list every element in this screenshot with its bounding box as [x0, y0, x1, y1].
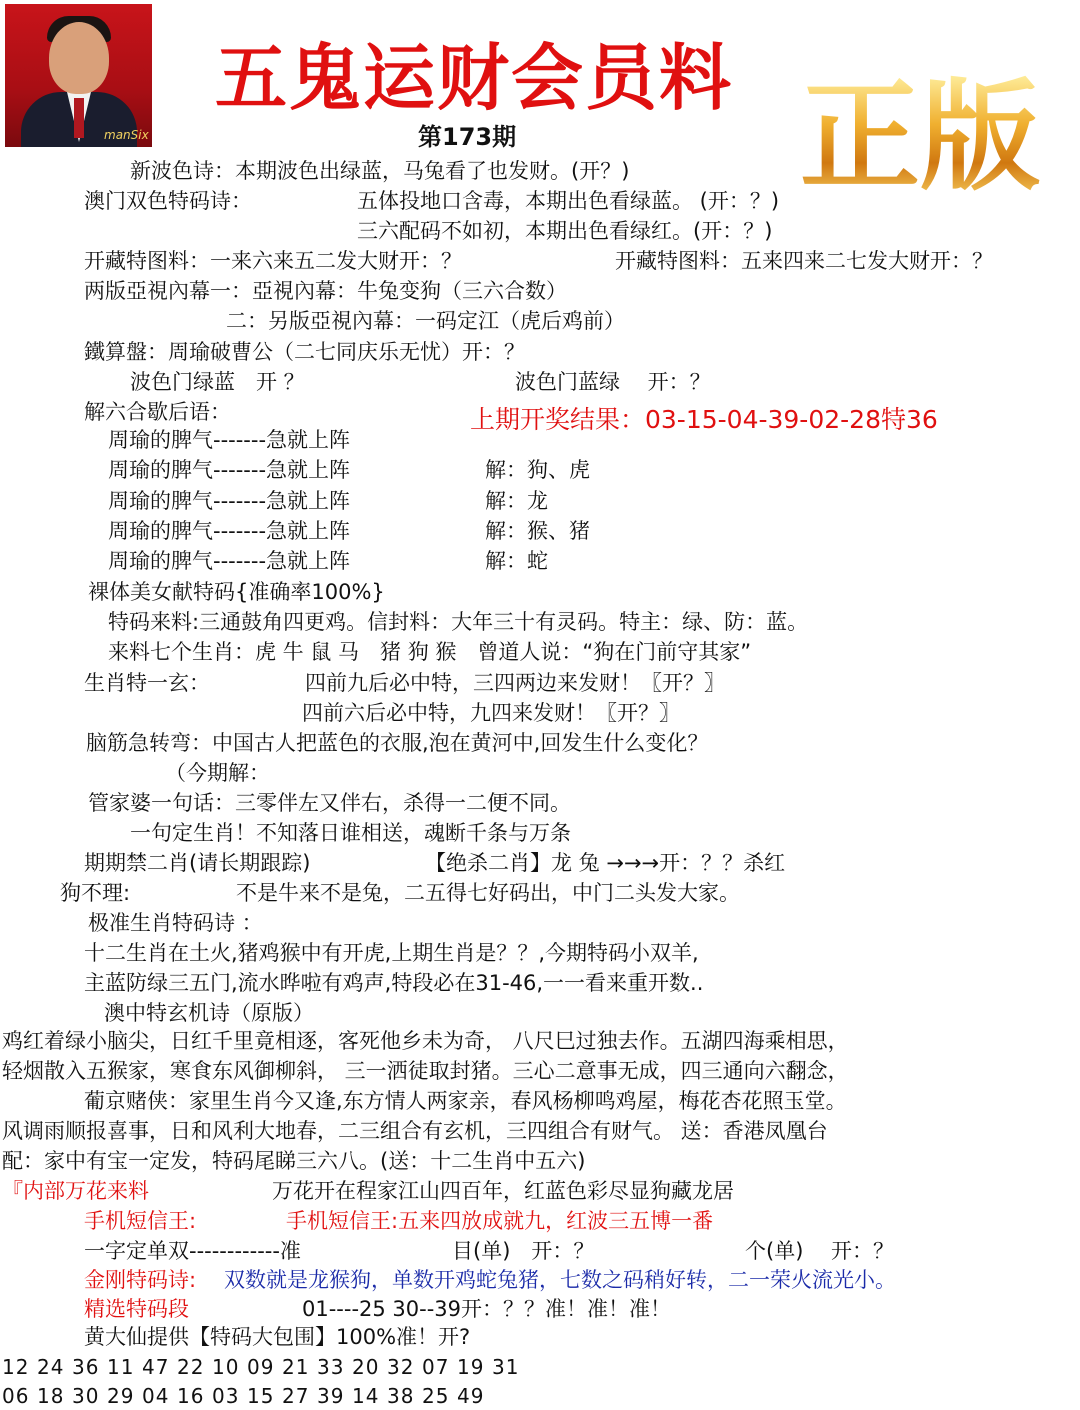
- riddle-answer: 解：蛇: [485, 549, 548, 573]
- odd-even-tens: 目(单) 开：？: [452, 1239, 595, 1263]
- number-cell: 04: [142, 1384, 170, 1408]
- number-cell: 15: [247, 1384, 275, 1408]
- portrait-signature: manSix: [104, 128, 149, 142]
- number-cell: 24: [37, 1355, 65, 1379]
- seven-zodiacs: 来料七个生肖：虎 牛 鼠 马 猪 狗 猴 曾道人说：“狗在门前守其家”: [108, 640, 752, 664]
- riddle-line: 周瑜的脾气-------急就上阵: [108, 549, 351, 573]
- number-cell: 06: [2, 1384, 30, 1408]
- number-cell: 22: [177, 1355, 205, 1379]
- issue-number: 第173期: [418, 123, 517, 151]
- macau-color-poem-1: 五体投地口含毒，本期出色看绿蓝。 (开：？): [357, 189, 780, 213]
- selected-range-label: 精选特码段: [84, 1297, 189, 1321]
- zodiac-mystery-1: 四前九后必中特，三四两边来发财！〖开？〗: [305, 671, 725, 695]
- portrait-image: [5, 4, 152, 147]
- huang-daxian-offer: 黄大仙提供【特码大包围】100%准！开?: [84, 1325, 471, 1349]
- number-cell: 38: [387, 1384, 415, 1408]
- number-cell: 25: [422, 1384, 450, 1408]
- riddle-answer: 解：狗、虎: [485, 458, 590, 482]
- king-kong-poem: 双数就是龙猴狗，单数开鸡蛇兔猪，七数之码稍好转，二一荣火流光小。: [224, 1268, 896, 1292]
- riddle-heading: 解六合歇后语：: [84, 400, 231, 424]
- riddle-line: 周瑜的脾气-------急就上阵: [108, 519, 351, 543]
- number-cell: 21: [282, 1355, 310, 1379]
- atv-inside-1: 两版亞視內幕一：亞視內幕：牛兔变狗（三六合数）: [84, 279, 567, 303]
- number-cell: 20: [352, 1355, 380, 1379]
- riddle-line: 周瑜的脾气-------急就上阵: [108, 458, 351, 482]
- iron-abacus: 鐵算盤：周瑜破曹公（二七同庆乐无忧）开：？: [84, 340, 525, 364]
- macau-color-label: 澳门双色特码诗：: [84, 189, 252, 213]
- sms-king-label: 手机短信王:: [84, 1209, 197, 1233]
- mystery-poem-2: 轻烟散入五猴家，寒食东风御柳斜， 三一洒徒取封猪。三心二意事无成，四三通向六翻念，: [2, 1059, 849, 1083]
- number-cell: 19: [457, 1355, 485, 1379]
- number-row-2: [2, 1383, 492, 1409]
- mystery-poem-3: 风调雨顺报喜事，日和风利大地春，二三组合有玄机，三四组合有财气。 送：香港凤凰台: [2, 1119, 828, 1143]
- number-cell: 31: [492, 1355, 520, 1379]
- riddle-line: 周瑜的脾气-------急就上阵: [108, 489, 351, 513]
- mystery-poem-1: 鸡红着绿小脑尖，日红千里竟相逐，客死他乡未为奇， 八尺巳过独去作。五湖四海乘相思，: [2, 1029, 849, 1053]
- zodiac-mystery-label: 生肖特一玄：: [84, 671, 210, 695]
- number-cell: 33: [317, 1355, 345, 1379]
- number-cell: 36: [72, 1355, 100, 1379]
- king-kong-label: 金刚特码诗:: [84, 1268, 197, 1292]
- kaizang-tip-2: 开藏特图料：五来四来二七发大财开：？: [615, 249, 993, 273]
- selected-range-value: 01----25 30--39开：？？准！准！准！: [302, 1297, 672, 1321]
- number-cell: 16: [177, 1384, 205, 1408]
- wanhua-label: 『内部万花来料: [2, 1179, 149, 1203]
- number-cell: 10: [212, 1355, 240, 1379]
- accurate-poem-1: 十二生肖在土火,猪鸡猴中有开虎,上期生肖是？？,今期特码小双羊,: [84, 941, 699, 965]
- mystery-poem-4: 配：家中有宝一定发，特码尾睇三六八。(送：十二生肖中五六): [2, 1149, 586, 1173]
- brain-teaser-answer: （今期解：: [165, 761, 270, 785]
- number-cell: 27: [282, 1384, 310, 1408]
- special-code-source: 特码来料:三通鼓角四更鸡。信封料：大年三十有灵码。特主：绿、防：蓝。: [108, 610, 809, 634]
- riddle-line: 周瑜的脾气-------急就上阵: [108, 428, 351, 452]
- number-cell: 03: [212, 1384, 240, 1408]
- number-cell: 32: [387, 1355, 415, 1379]
- riddle-answer: 解：猴、猪: [485, 519, 590, 543]
- accurate-poem-heading: 极准生肖特码诗 ：: [88, 911, 263, 935]
- wave-door-2: 波色门蓝绿 开：？: [515, 370, 711, 394]
- number-cell: 09: [247, 1355, 275, 1379]
- casino-hero: 葡京赌侠：家里生肖今又逢,东方情人两家亲，春风杨柳鸣鸡屋，梅花杏花照玉堂。: [84, 1089, 847, 1113]
- riddle-answer: 解：龙: [485, 489, 548, 513]
- number-cell: 29: [107, 1384, 135, 1408]
- macau-color-poem-2: 三六配码不如初，本期出色看绿红。(开：？): [357, 219, 773, 243]
- number-cell: 14: [352, 1384, 380, 1408]
- sms-king-value: 手机短信王:五来四放成就九，红波三五博一番: [286, 1209, 714, 1233]
- special-code-heading: 裸体美女献特码{准确率100%}: [88, 580, 385, 604]
- number-cell: 07: [422, 1355, 450, 1379]
- wanhua-value: 万花开在程家江山四百年，红蓝色彩尽显狗藏龙居: [272, 1179, 734, 1203]
- zodiac-mystery-2: 四前六后必中特，九四来发财！〖开？〗: [302, 701, 680, 725]
- wave-color-poem: 新波色诗：本期波色出绿蓝，马兔看了也发财。(开？): [130, 159, 630, 183]
- number-cell: 12: [2, 1355, 30, 1379]
- macau-mystery-heading: 澳中特玄机诗（原版）: [104, 1001, 314, 1025]
- goubuli-label: 狗不理:: [60, 881, 131, 905]
- genuine-badge: 正版: [800, 66, 1040, 207]
- last-draw-result: 上期开奖结果：03-15-04-39-02-28特36: [470, 405, 938, 434]
- housekeeper-quote: 管家婆一句话：三零伴左又伴右，杀得一二便不同。: [88, 791, 571, 815]
- number-cell: 30: [72, 1384, 100, 1408]
- banned-two-value: 【绝杀二肖】龙 兔 →→→开：？？杀红: [425, 851, 786, 875]
- atv-inside-2: 二：另版亞視內幕：一码定江（虎后鸡前）: [226, 309, 625, 333]
- one-line-zodiac: 一句定生肖！不知落日谁相送，魂断千条与万条: [130, 821, 571, 845]
- number-cell: 11: [107, 1355, 135, 1379]
- banned-two-label: 期期禁二肖(请长期跟踪): [84, 851, 311, 875]
- odd-even-units: 个(单) 开：？: [745, 1239, 895, 1263]
- number-row-1: [2, 1354, 527, 1380]
- odd-even-line: 一字定单双------------准: [84, 1239, 301, 1263]
- wave-door-1: 波色门绿蓝 开 ？: [130, 370, 305, 394]
- number-cell: 49: [457, 1384, 485, 1408]
- number-cell: 39: [317, 1384, 345, 1408]
- number-cell: 47: [142, 1355, 170, 1379]
- accurate-poem-2: 主蓝防绿三五门,流水晔啦有鸡声,特段必在31-46,一一看来重开数..: [84, 971, 704, 995]
- brain-teaser: 脑筋急转弯：中国古人把蓝色的衣服,泡在黄河中,回发生什么变化？: [86, 731, 709, 755]
- page-title: 五鬼运财会员料: [215, 35, 734, 120]
- kaizang-tip-1: 开藏特图料：一来六来五二发大财开：？: [84, 249, 462, 273]
- number-cell: 18: [37, 1384, 65, 1408]
- goubuli-value: 不是牛来不是兔，二五得七好码出，中门二头发大家。: [236, 881, 740, 905]
